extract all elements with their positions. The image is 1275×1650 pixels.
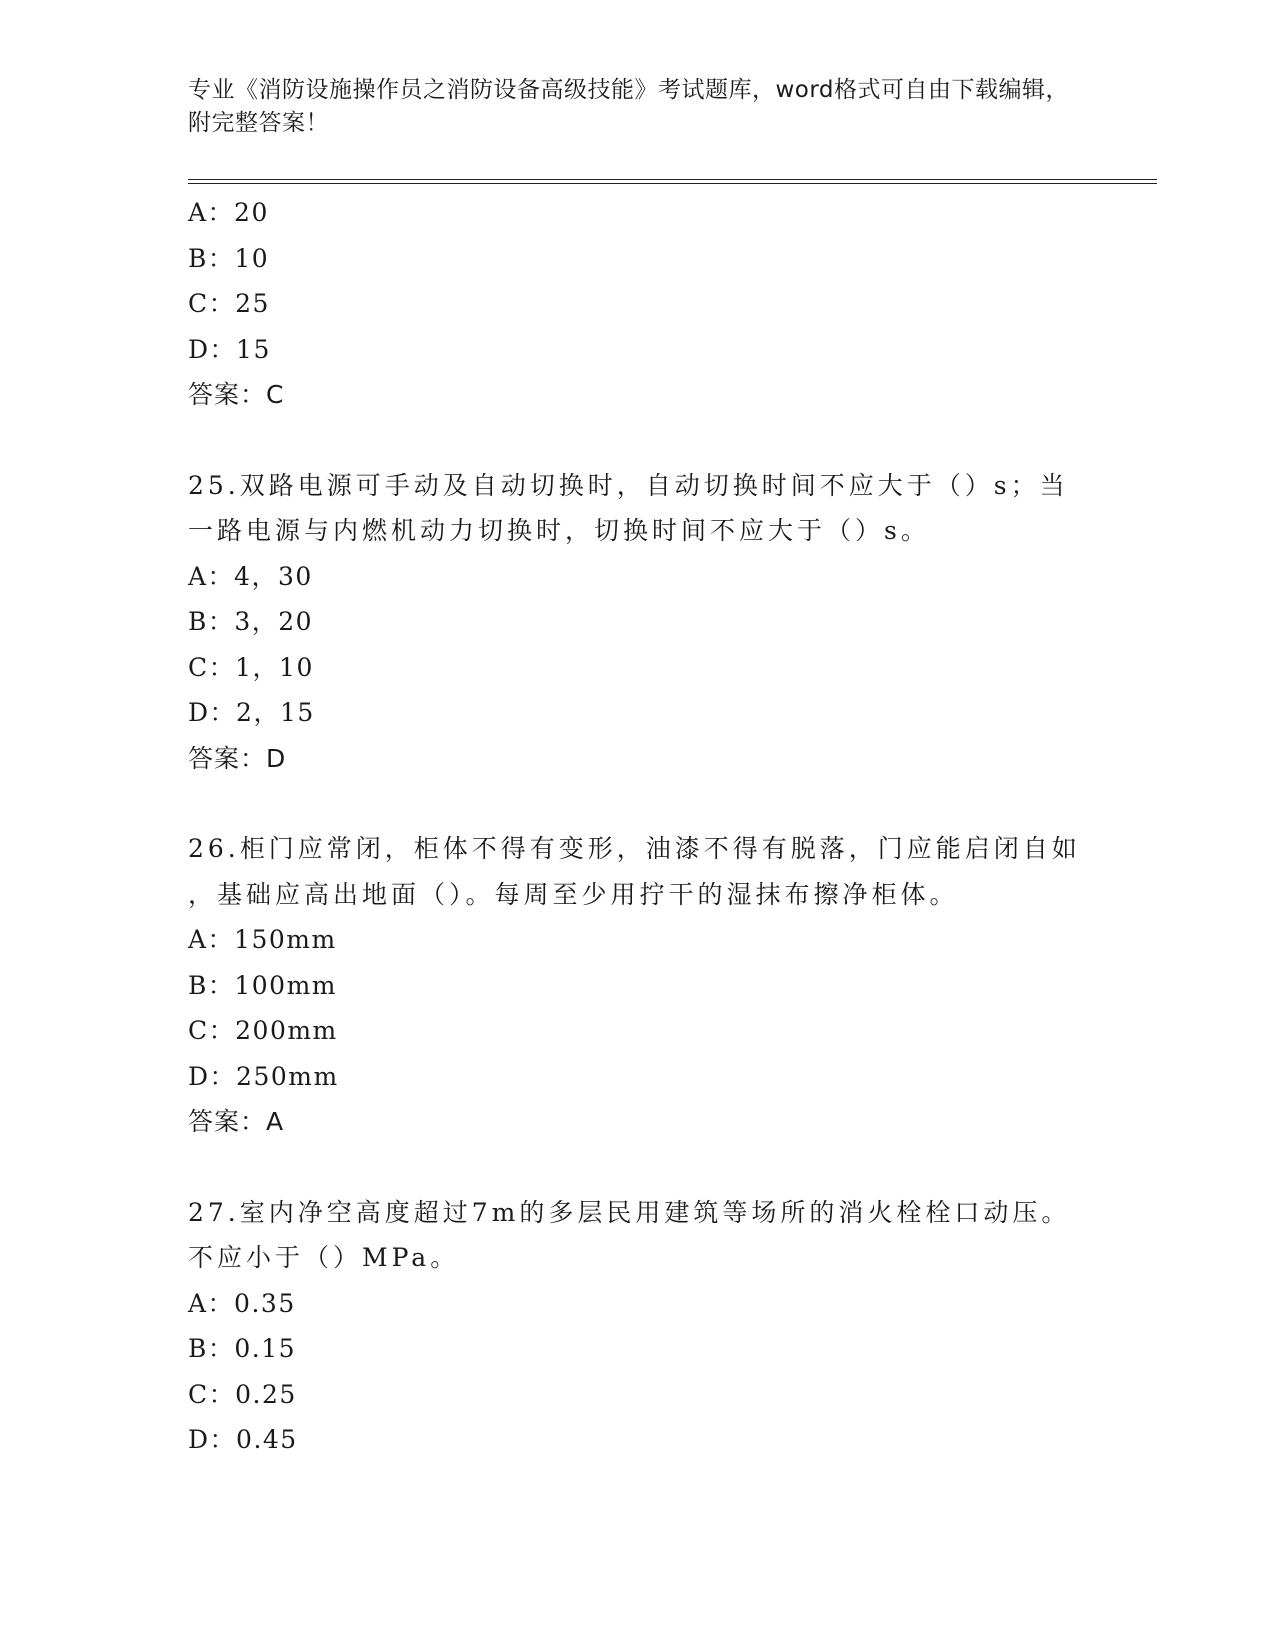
question-stem-line1: 25.双路电源可手动及自动切换时，自动切换时间不应大于（）s；当 [188,470,1069,500]
question-26 [188,826,1088,1145]
option-c: C：1，10 [188,652,314,682]
header-double-rule [188,179,1157,184]
answer-line: 答案：C [188,380,285,409]
option-d: D：250mm [188,1061,339,1091]
option-a: A：0.35 [188,1288,296,1318]
option-d: D：15 [188,334,271,364]
option-c: C：200mm [188,1016,338,1045]
question-27 [188,1190,1088,1463]
option-c: C：0.25 [188,1379,297,1409]
option-a: A：4，30 [188,561,313,591]
option-c: C：25 [188,289,270,318]
question-stem-line2: ，基础应高出地面（）。每周至少用拧干的湿抹布擦净柜体。 [188,879,959,909]
question-24-continued [188,190,1088,418]
option-b: B：10 [188,243,270,273]
option-b: B：100mm [188,970,338,1000]
option-b: B：0.15 [188,1334,297,1363]
option-a: A：150mm [188,925,337,954]
question-stem-line2: 一路电源与内燃机动力切换时，切换时间不应大于（）s。 [188,516,930,545]
answer-line: 答案：D [188,743,287,773]
question-25 [188,463,1088,782]
option-b: B：3，20 [188,607,314,636]
option-a: A：20 [188,198,269,227]
page-header: 专业《消防设施操作员之消防设备高级技能》考试题库，word格式可自由下载编辑，附完整答案！ [188,77,1070,136]
option-d: D：2，15 [188,698,315,727]
answer-line: 答案：A [188,1107,285,1136]
question-list [188,190,1088,1463]
question-stem-line2: 不应小于（）MPa。 [188,1243,460,1272]
question-stem-line1: 26.柜门应常闭，柜体不得有变形，油漆不得有脱落，门应能启闭自如 [188,834,1081,863]
question-stem-line1: 27.室内净空高度超过7m的多层民用建筑等场所的消火栓栓口动压。 [188,1197,1071,1227]
option-d: D：0.45 [188,1425,298,1454]
